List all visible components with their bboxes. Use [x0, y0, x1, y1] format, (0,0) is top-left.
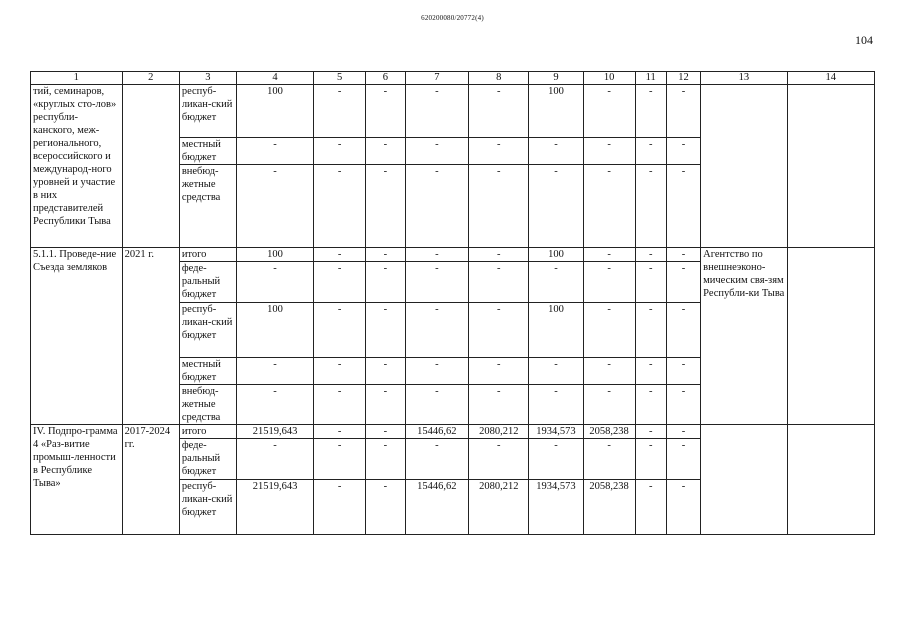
amount-cell: -	[635, 439, 666, 480]
measure-name-cell: тий, семинаров, «круглых сто-лов» республи-канского, меж-регионального, всероссийского и международ-ного уровней и участие в них представителей Республики Тыва	[31, 85, 123, 248]
column-number: 10	[583, 72, 635, 85]
amount-cell: -	[635, 262, 666, 303]
amount-cell: -	[366, 358, 406, 385]
amount-cell: -	[666, 439, 700, 480]
amount-cell: -	[366, 385, 406, 425]
executor-cell	[701, 425, 787, 535]
column-number: 11	[635, 72, 666, 85]
amount-cell: -	[405, 385, 468, 425]
amount-cell: -	[237, 262, 314, 303]
amount-cell: -	[405, 358, 468, 385]
column-14-cell	[787, 248, 875, 425]
table-body	[31, 72, 875, 535]
page-number: 104	[855, 33, 873, 47]
amount-cell: -	[366, 425, 406, 439]
amount-cell: 15446,62	[405, 480, 468, 535]
table-row	[31, 248, 875, 262]
amount-cell: 2080,212	[469, 480, 529, 535]
amount-cell: -	[583, 138, 635, 165]
amount-cell: -	[314, 358, 366, 385]
amount-cell: -	[314, 262, 366, 303]
amount-cell: -	[635, 385, 666, 425]
amount-cell: -	[405, 138, 468, 165]
amount-cell: -	[583, 85, 635, 138]
column-number-row	[31, 72, 875, 85]
term-cell	[122, 85, 179, 248]
amount-cell: -	[583, 385, 635, 425]
column-number: 7	[405, 72, 468, 85]
amount-cell: -	[314, 480, 366, 535]
amount-cell: -	[469, 385, 529, 425]
amount-cell: -	[314, 248, 366, 262]
amount-cell: -	[366, 262, 406, 303]
term-cell: 2021 г.	[122, 248, 179, 425]
amount-cell: -	[529, 138, 583, 165]
funding-source-cell: внебюд-жетные средства	[179, 385, 236, 425]
amount-cell: 2058,238	[583, 480, 635, 535]
amount-cell: -	[405, 85, 468, 138]
amount-cell: -	[529, 165, 583, 248]
budget-table	[30, 71, 875, 535]
funding-source-cell: местный бюджет	[179, 138, 236, 165]
amount-cell: -	[366, 165, 406, 248]
amount-cell: -	[237, 165, 314, 248]
amount-cell: -	[666, 303, 700, 358]
column-number: 13	[701, 72, 787, 85]
amount-cell: -	[469, 248, 529, 262]
term-cell: 2017-2024 гг.	[122, 425, 179, 535]
amount-cell: -	[583, 165, 635, 248]
executor-cell: Агентство по внешнеэконо-мическим свя-зям Республи-ки Тыва	[701, 248, 787, 425]
amount-cell: -	[583, 248, 635, 262]
funding-source-cell: местный бюджет	[179, 358, 236, 385]
amount-cell: -	[583, 358, 635, 385]
amount-cell: 2080,212	[469, 425, 529, 439]
amount-cell: -	[366, 480, 406, 535]
amount-cell: -	[666, 358, 700, 385]
column-number: 3	[179, 72, 236, 85]
funding-source-cell: респуб-ликан-ский бюджет	[179, 303, 236, 358]
measure-name-cell: IV. Подпро-грамма 4 «Раз-витие промыш-ленности в Республике Тыва»	[31, 425, 123, 535]
funding-source-cell: внебюд-жетные средства	[179, 165, 236, 248]
amount-cell: 15446,62	[405, 425, 468, 439]
amount-cell: 2058,238	[583, 425, 635, 439]
amount-cell: -	[405, 303, 468, 358]
amount-cell: -	[366, 248, 406, 262]
amount-cell: -	[469, 262, 529, 303]
funding-source-cell: итого	[179, 248, 236, 262]
amount-cell: -	[635, 425, 666, 439]
amount-cell: -	[529, 385, 583, 425]
table-row	[31, 425, 875, 439]
amount-cell: 1934,573	[529, 480, 583, 535]
amount-cell: -	[469, 165, 529, 248]
amount-cell: -	[666, 85, 700, 138]
amount-cell: -	[366, 85, 406, 138]
amount-cell: -	[405, 262, 468, 303]
amount-cell: -	[635, 165, 666, 248]
amount-cell: -	[666, 248, 700, 262]
column-number: 14	[787, 72, 875, 85]
amount-cell: -	[405, 165, 468, 248]
amount-cell: -	[666, 138, 700, 165]
amount-cell: 100	[237, 303, 314, 358]
amount-cell: 100	[237, 248, 314, 262]
amount-cell: -	[314, 85, 366, 138]
amount-cell: -	[314, 425, 366, 439]
amount-cell: -	[469, 303, 529, 358]
amount-cell: 21519,643	[237, 480, 314, 535]
amount-cell: 100	[529, 248, 583, 262]
amount-cell: 100	[529, 303, 583, 358]
amount-cell: -	[529, 439, 583, 480]
amount-cell: -	[635, 303, 666, 358]
amount-cell: -	[635, 358, 666, 385]
amount-cell: -	[666, 385, 700, 425]
amount-cell: 100	[237, 85, 314, 138]
amount-cell: -	[635, 138, 666, 165]
amount-cell: -	[635, 480, 666, 535]
amount-cell: -	[583, 303, 635, 358]
amount-cell: -	[405, 248, 468, 262]
amount-cell: -	[314, 303, 366, 358]
column-14-cell	[787, 85, 875, 248]
column-number: 1	[31, 72, 123, 85]
funding-source-cell: феде-ральный бюджет	[179, 262, 236, 303]
amount-cell: 100	[529, 85, 583, 138]
amount-cell: -	[469, 138, 529, 165]
amount-cell: -	[635, 248, 666, 262]
amount-cell: 21519,643	[237, 425, 314, 439]
amount-cell: -	[529, 262, 583, 303]
amount-cell: -	[314, 138, 366, 165]
amount-cell: -	[314, 165, 366, 248]
amount-cell: -	[469, 85, 529, 138]
column-14-cell	[787, 425, 875, 535]
amount-cell: -	[237, 138, 314, 165]
amount-cell: -	[469, 439, 529, 480]
amount-cell: -	[366, 138, 406, 165]
amount-cell: -	[666, 262, 700, 303]
column-number: 5	[314, 72, 366, 85]
column-number: 12	[666, 72, 700, 85]
amount-cell: -	[529, 358, 583, 385]
funding-source-cell: феде-ральный бюджет	[179, 439, 236, 480]
amount-cell: -	[666, 165, 700, 248]
measure-name-cell: 5.1.1. Проведе-ние Съезда земляков	[31, 248, 123, 425]
table-row	[31, 85, 875, 138]
amount-cell: -	[237, 358, 314, 385]
amount-cell: -	[314, 385, 366, 425]
column-number: 6	[366, 72, 406, 85]
amount-cell: -	[237, 385, 314, 425]
amount-cell: -	[366, 303, 406, 358]
amount-cell: -	[583, 262, 635, 303]
amount-cell: -	[405, 439, 468, 480]
amount-cell: -	[583, 439, 635, 480]
funding-source-cell: респуб-ликан-ский бюджет	[179, 480, 236, 535]
amount-cell: -	[314, 439, 366, 480]
amount-cell: -	[366, 439, 406, 480]
amount-cell: -	[666, 480, 700, 535]
column-number: 4	[237, 72, 314, 85]
column-number: 2	[122, 72, 179, 85]
document-code: 620200080/20772(4)	[421, 14, 484, 22]
amount-cell: -	[666, 425, 700, 439]
column-number: 9	[529, 72, 583, 85]
amount-cell: -	[469, 358, 529, 385]
column-number: 8	[469, 72, 529, 85]
funding-source-cell: респуб-ликан-ский бюджет	[179, 85, 236, 138]
funding-source-cell: итого	[179, 425, 236, 439]
amount-cell: -	[237, 439, 314, 480]
amount-cell: -	[635, 85, 666, 138]
amount-cell: 1934,573	[529, 425, 583, 439]
executor-cell	[701, 85, 787, 248]
